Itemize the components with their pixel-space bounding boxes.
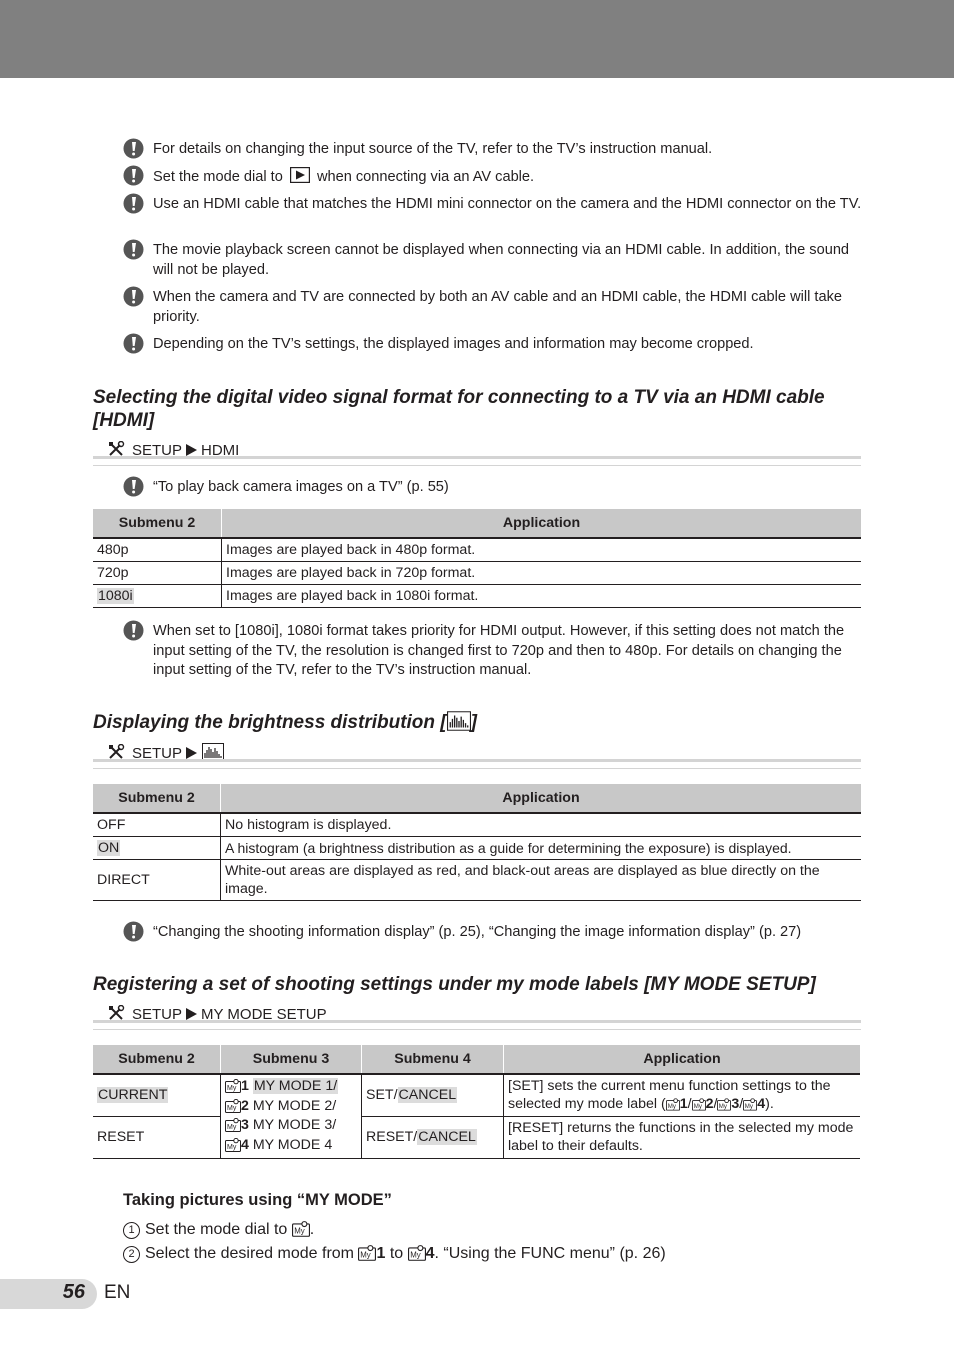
arrow-right-icon — [186, 444, 197, 456]
my-mode-icon — [717, 1098, 731, 1111]
reference-note: “To play back camera images on a TV” (p. 55) — [123, 478, 863, 498]
divider — [93, 456, 861, 466]
hdmi-table — [93, 509, 861, 608]
my-mode-icon — [225, 1138, 241, 1152]
table-header: Submenu 2 — [93, 509, 222, 538]
my-mode-icon — [225, 1099, 241, 1113]
note-text: when connecting via an AV cable. — [316, 169, 535, 185]
step-1: 1 Set the mode dial to . — [123, 1221, 314, 1239]
language-label: EN — [104, 1282, 131, 1303]
default-value: CURRENT — [98, 1087, 168, 1104]
section-heading-my-mode: Registering a set of shooting settings under my mode labels [MY MODE SETUP] — [93, 974, 816, 995]
table-header: Application — [221, 784, 862, 813]
note-item: For details on changing the input source of the TV, refer to the TV’s instruction manual. — [123, 140, 863, 160]
subheading-taking-pictures: Taking pictures using “MY MODE” — [123, 1191, 392, 1209]
default-value: 1080i — [98, 588, 133, 604]
section-heading-histogram: Displaying the brightness distribution [ ] — [93, 712, 477, 733]
caution-icon — [123, 165, 144, 186]
menu-path-my-mode: SETUP MY MODE SETUP — [108, 1005, 327, 1024]
setup-tool-icon — [108, 744, 126, 760]
my-mode-icon — [225, 1079, 241, 1093]
table-row: CURRENT 1 MY MODE 1/ 2 MY MODE 2/ 3 MY MODE 3/ 4 MY MODE 4 SET/CANCEL [SET] sets the current menu function settings to the selected my mode label ( 1/ 2/ 3/ 4). — [93, 1074, 860, 1116]
table-row: 480p Images are played back in 480p format. — [93, 538, 861, 562]
table-row: RESET RESET/CANCEL [RESET] returns the functions in the selected my mode label to their defaults. — [93, 1116, 860, 1158]
my-mode-icon — [225, 1118, 241, 1132]
note-item: Use an HDMI cable that matches the HDMI mini connector on the camera and the HDMI connector on the TV. — [123, 195, 863, 215]
caution-icon — [123, 286, 144, 307]
table-header: Application — [222, 509, 862, 538]
my-mode-icon — [408, 1245, 426, 1261]
caution-icon — [123, 239, 144, 260]
my-mode-label-2: 2 MY MODE 2/ — [225, 1097, 357, 1117]
table-row: DIRECT White-out areas are displayed as red, and black-out areas are displayed as blue directly on the image. — [93, 860, 861, 901]
my-mode-label-4: 4 MY MODE 4 — [225, 1136, 357, 1156]
playback-icon — [290, 167, 310, 183]
page-number-tab — [0, 1279, 97, 1309]
table-row: ON A histogram (a brightness distribution as a guide for determining the exposure) is displayed. — [93, 837, 861, 860]
my-mode-icon — [743, 1098, 757, 1111]
caution-icon — [123, 138, 144, 159]
caution-icon — [123, 921, 144, 942]
histogram-table — [93, 784, 861, 901]
caution-icon — [123, 620, 144, 641]
my-mode-icon — [692, 1098, 706, 1111]
default-value: ON — [98, 840, 120, 856]
table-header: Submenu 2 — [93, 1045, 221, 1074]
table-row: OFF No histogram is displayed. — [93, 813, 861, 837]
note-text: Set the mode dial to — [153, 169, 283, 185]
section-heading-hdmi: Selecting the digital video signal format for connecting to a TV via an HDMI cable [HDMI] — [93, 387, 825, 431]
caution-icon — [123, 193, 144, 214]
my-mode-icon — [358, 1245, 376, 1261]
table-header: Submenu 3 — [221, 1045, 362, 1074]
table-header: Submenu 2 — [93, 784, 221, 813]
my-mode-label-1: 1 MY MODE 1/ — [225, 1077, 357, 1097]
table-row: 720p Images are played back in 720p format. — [93, 562, 861, 585]
note-item: Depending on the TV’s settings, the displayed images and information may become cropped. — [123, 335, 863, 355]
note-item: When the camera and TV are connected by both an AV cable and an HDMI cable, the HDMI cable will take priority. — [123, 288, 863, 327]
histogram-icon — [447, 711, 471, 731]
setup-tool-icon — [108, 441, 126, 457]
my-mode-table — [93, 1045, 860, 1159]
setup-tool-icon — [108, 1005, 126, 1021]
top-banner — [0, 0, 954, 78]
arrow-right-icon — [186, 747, 197, 759]
divider — [93, 1020, 861, 1030]
step-2: 2 Select the desired mode from 1 to 4. “Using the FUNC menu” (p. 26) — [123, 1245, 666, 1263]
note-item: When set to [1080i], 1080i format takes priority for HDMI output. However, if this setting does not match the input setting of the TV, the resolution is changed first to 720p and then to 480p. For details on changing the input setting of the TV, refer to the TV’s instruction manual. — [123, 622, 863, 681]
divider — [93, 759, 861, 769]
table-header: Application — [504, 1045, 861, 1074]
table-row: 1080i Images are played back in 1080i format. — [93, 585, 861, 608]
my-mode-icon — [292, 1221, 310, 1237]
menu-path-histogram: SETUP — [108, 743, 225, 763]
arrow-right-icon — [186, 1008, 197, 1020]
table-header: Submenu 4 — [362, 1045, 504, 1074]
caution-icon — [123, 333, 144, 354]
note-item — [123, 167, 863, 188]
page-number: 56 — [62, 1281, 85, 1303]
note-item: The movie playback screen cannot be displayed when connecting via an HDMI cable. In addition, the sound will not be played. — [123, 241, 863, 280]
reference-note: “Changing the shooting information display” (p. 25), “Changing the image information display” (p. 27) — [123, 923, 863, 943]
menu-path-hdmi: SETUP HDMI — [108, 441, 239, 460]
caution-icon — [123, 476, 144, 497]
my-mode-icon — [666, 1098, 680, 1111]
my-mode-label-3: 3 MY MODE 3/ — [225, 1116, 357, 1136]
